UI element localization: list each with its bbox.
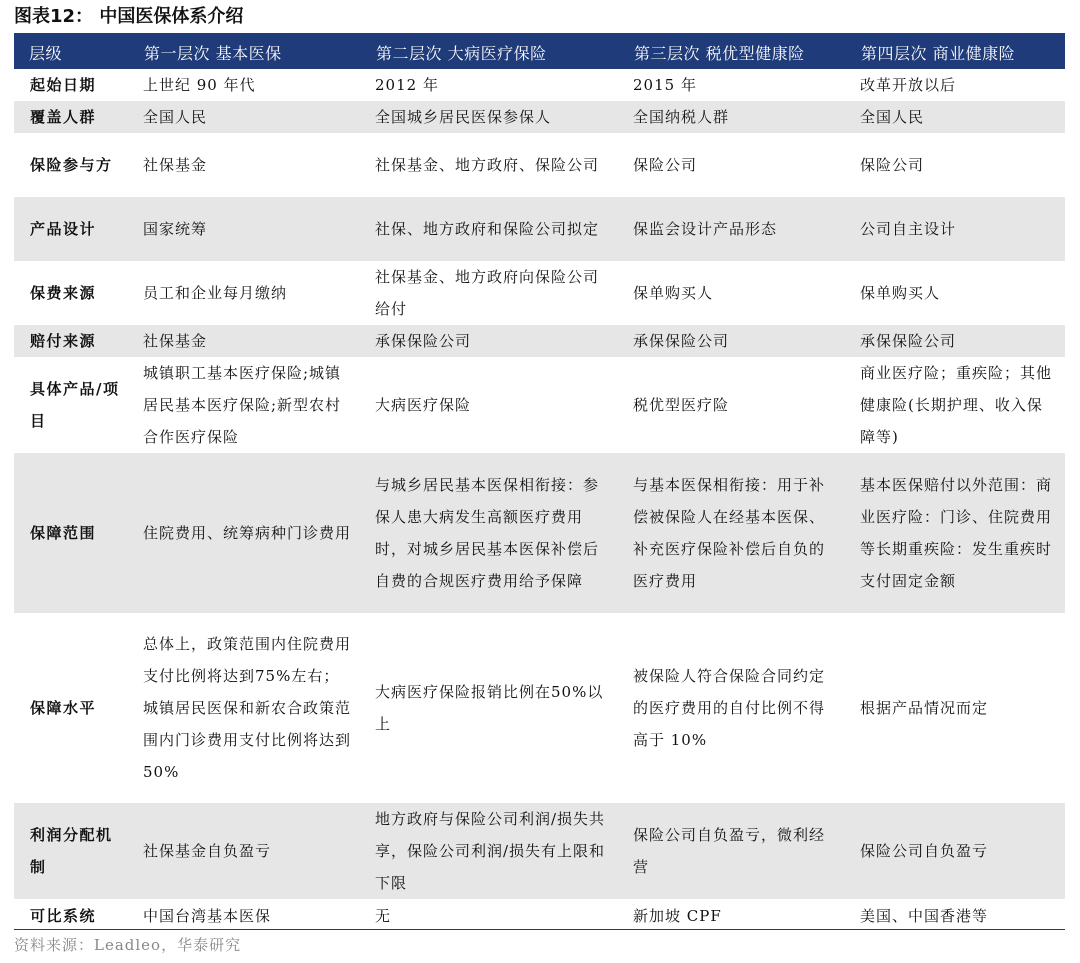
row-label: 利润分配机制 xyxy=(14,803,129,899)
table-row xyxy=(14,613,1065,803)
row-label: 保费来源 xyxy=(14,261,129,325)
table-cell: 上世纪 90 年代 xyxy=(129,69,361,101)
table-cell: 城镇职工基本医疗保险;城镇居民基本医疗保险;新型农村合作医疗保险 xyxy=(129,357,361,453)
row-label: 具体产品/项目 xyxy=(14,357,129,453)
table-row xyxy=(14,261,1065,325)
insurance-system-table xyxy=(14,35,1065,933)
table-cell: 国家统筹 xyxy=(129,197,361,261)
table-cell: 社保基金、地方政府、保险公司 xyxy=(361,133,619,197)
source-note: 资料来源：Leadleo，华泰研究 xyxy=(14,936,242,954)
table-cell: 社保基金自负盈亏 xyxy=(129,803,361,899)
table-bottom-divider xyxy=(14,929,1065,930)
header-tier-1: 第一层次 基本医保 xyxy=(129,35,361,69)
table-cell: 保险公司 xyxy=(846,133,1065,197)
table-cell: 根据产品情况而定 xyxy=(846,613,1065,803)
row-label: 可比系统 xyxy=(14,899,129,933)
table-cell: 新加坡 CPF xyxy=(619,899,846,933)
table-header-row xyxy=(14,35,1065,69)
table-cell: 税优型医疗险 xyxy=(619,357,846,453)
table-cell: 大病医疗保险报销比例在50%以上 xyxy=(361,613,619,803)
table-cell: 全国纳税人群 xyxy=(619,101,846,133)
table-cell: 基本医保赔付以外范围：商业医疗险：门诊、住院费用等长期重疾险：发生重疾时支付固定金额 xyxy=(846,453,1065,613)
table-row xyxy=(14,803,1065,899)
table-cell: 员工和企业每月缴纳 xyxy=(129,261,361,325)
table-cell: 保单购买人 xyxy=(846,261,1065,325)
table-cell: 住院费用、统筹病种门诊费用 xyxy=(129,453,361,613)
table-row xyxy=(14,325,1065,357)
table-cell: 承保保险公司 xyxy=(846,325,1065,357)
table-cell: 总体上，政策范围内住院费用支付比例将达到75%左右；城镇居民医保和新农合政策范围内门诊费用支付比例将达到 50% xyxy=(129,613,361,803)
table-cell: 全国城乡居民医保参保人 xyxy=(361,101,619,133)
table-cell: 大病医疗保险 xyxy=(361,357,619,453)
header-tier-2: 第二层次 大病医疗保险 xyxy=(361,35,619,69)
table-cell: 与基本医保相衔接：用于补偿被保险人在经基本医保、补充医疗保险补偿后自负的医疗费用 xyxy=(619,453,846,613)
table-cell: 2015 年 xyxy=(619,69,846,101)
table-cell: 社保基金 xyxy=(129,325,361,357)
table-cell: 保险公司自负盈亏 xyxy=(846,803,1065,899)
row-label: 覆盖人群 xyxy=(14,101,129,133)
table-cell: 无 xyxy=(361,899,619,933)
table-cell: 改革开放以后 xyxy=(846,69,1065,101)
row-label: 保险参与方 xyxy=(14,133,129,197)
table-cell: 地方政府与保险公司利润/损失共享，保险公司利润/损失有上限和下限 xyxy=(361,803,619,899)
table-cell: 2012 年 xyxy=(361,69,619,101)
table-cell: 被保险人符合保险合同约定的医疗费用的自付比例不得高于 10% xyxy=(619,613,846,803)
row-label: 保障范围 xyxy=(14,453,129,613)
header-tier-3: 第三层次 税优型健康险 xyxy=(619,35,846,69)
table-cell: 承保保险公司 xyxy=(361,325,619,357)
table-row xyxy=(14,899,1065,933)
table-cell: 与城乡居民基本医保相衔接：参保人患大病发生高额医疗费用时，对城乡居民基本医保补偿后自费的合规医疗费用给予保障 xyxy=(361,453,619,613)
table-cell: 承保保险公司 xyxy=(619,325,846,357)
table-cell: 社保基金 xyxy=(129,133,361,197)
table-row xyxy=(14,197,1065,261)
figure-title: 图表12： 中国医保体系介绍 xyxy=(14,6,244,27)
table-row xyxy=(14,69,1065,101)
row-label: 保障水平 xyxy=(14,613,129,803)
table-cell: 全国人民 xyxy=(129,101,361,133)
table-cell: 社保基金、地方政府向保险公司给付 xyxy=(361,261,619,325)
row-label: 产品设计 xyxy=(14,197,129,261)
table-row xyxy=(14,133,1065,197)
table-row xyxy=(14,357,1065,453)
table-row xyxy=(14,101,1065,133)
table-cell: 保监会设计产品形态 xyxy=(619,197,846,261)
table-cell: 美国、中国香港等 xyxy=(846,899,1065,933)
table-cell: 中国台湾基本医保 xyxy=(129,899,361,933)
header-level: 层级 xyxy=(14,35,129,69)
row-label: 起始日期 xyxy=(14,69,129,101)
table-row xyxy=(14,453,1065,613)
table-cell: 社保、地方政府和保险公司拟定 xyxy=(361,197,619,261)
table-cell: 全国人民 xyxy=(846,101,1065,133)
row-label: 赔付来源 xyxy=(14,325,129,357)
table-cell: 保险公司自负盈亏，微利经营 xyxy=(619,803,846,899)
table-cell: 保险公司 xyxy=(619,133,846,197)
table-cell: 商业医疗险；重疾险；其他健康险(长期护理、收入保障等) xyxy=(846,357,1065,453)
header-tier-4: 第四层次 商业健康险 xyxy=(846,35,1065,69)
table-cell: 公司自主设计 xyxy=(846,197,1065,261)
table-cell: 保单购买人 xyxy=(619,261,846,325)
